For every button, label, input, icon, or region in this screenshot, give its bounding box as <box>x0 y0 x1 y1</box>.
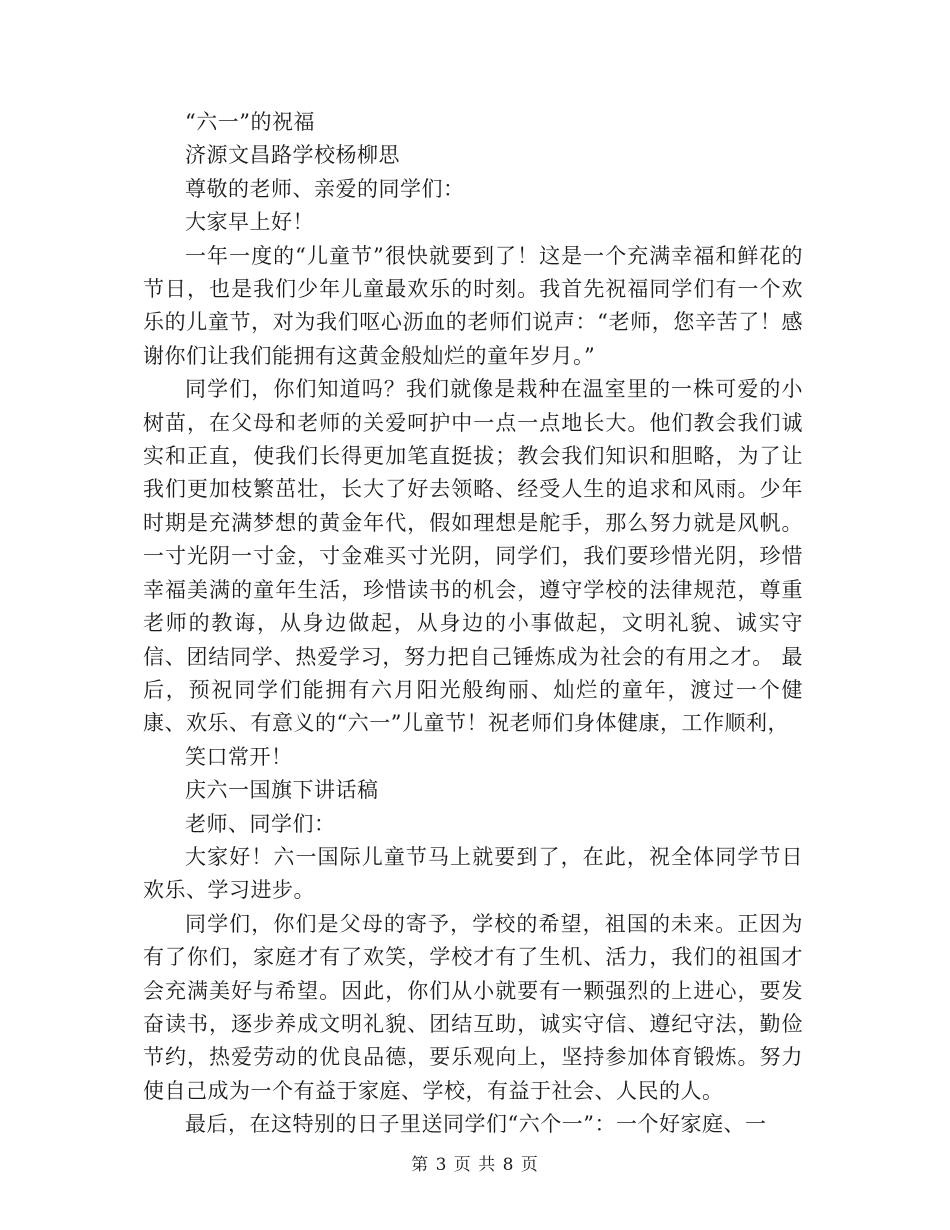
salutation: 老师、同学们： <box>185 811 336 836</box>
page-number: 第 3 页 共 8 页 <box>411 1155 539 1175</box>
body-paragraph: 最后，在这特别的日子里送同学们“六个一”：一个好家庭、一 <box>185 1112 767 1137</box>
document-title: “六一”的祝福 <box>185 110 315 134</box>
body-paragraph: 同学们，你们知道吗？我们就像是栽种在温室里的一株可爱的小树苗，在父母和老师的关爱呵护中一点一点地长大。他们教会我们诚实和正直，使我们长得更加笔直挺拔；教会我们知识和胆略，为了让我们更加枝繁茁壮，长大了好去领略、经受人生的追求和风雨。少年时期是充满梦想的黄金年代，假如理想是舵手，那么努力就是风帆。一寸光阴一寸金，寸金难买寸光阴，同学们，我们要珍惜光阴，珍惜幸福美满的童年生活，珍惜读书的机会，遵守学校的法律规范，尊重老师的教诲，从身边做起，从身边的小事做起，文明礼貌、诚实守信、团结同学、热爱学习，努力把自己锤炼成为社会的有用之才。 最后，预祝同学们能拥有六月阳光般绚丽、灿烂的童年，渡过一个健康、欢乐、有意义的“六一”儿童节！祝老师们身体健康，工作顺利， <box>143 377 803 736</box>
closing-line: 笑口常开！ <box>185 744 293 769</box>
body-paragraph: 一年一度的“儿童节”很快就要到了！这是一个充满幸福和鲜花的节日，也是我们少年儿童最欢乐的时刻。我首先祝福同学们有一个欢乐的儿童节，对为我们呕心沥血的老师们说声：“老师，您辛苦了！感谢你们让我们能拥有这黄金般灿烂的童年岁月。” <box>143 243 803 368</box>
author-line: 济源文昌路学校杨柳思 <box>185 143 400 168</box>
document-body <box>143 106 803 1142</box>
page-footer <box>0 1153 950 1177</box>
body-paragraph: 同学们，你们是父母的寄予，学校的希望，祖国的未来。正因为有了你们，家庭才有了欢笑，学校才有了生机、活力，我们的祖国才会充满美好与希望。因此，你们从小就要有一颗强烈的上进心，要发奋读书，逐步养成文明礼貌、团结互助，诚实守信、遵纪守法，勤俭节约，热爱劳动的优良品德，要乐观向上，坚持参加体育锻炼。努力使自己成为一个有益于家庭、学校，有益于社会、人民的人。 <box>143 911 803 1103</box>
body-paragraph: 大家好！六一国际儿童节马上就要到了，在此，祝全体同学节日欢乐、学习进步。 <box>143 844 803 903</box>
salutation: 尊敬的老师、亲爱的同学们： <box>185 176 465 201</box>
greeting: 大家早上好！ <box>185 210 314 235</box>
section-title: 庆六一国旗下讲话稿 <box>185 778 379 803</box>
